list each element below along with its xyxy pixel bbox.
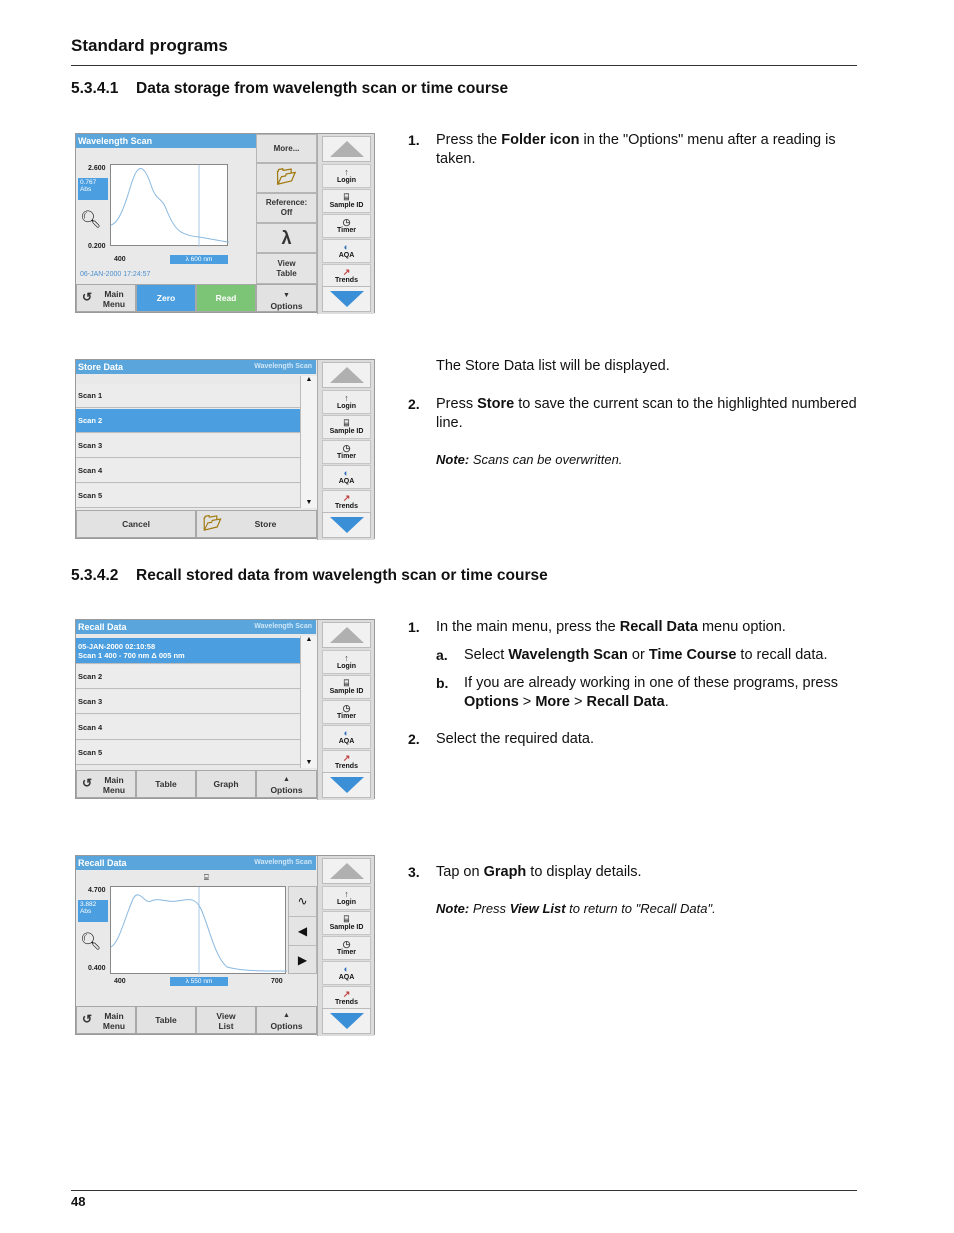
store-label: Store: [254, 519, 277, 529]
aqa-button[interactable]: [322, 725, 371, 749]
note-label: Note:: [436, 452, 470, 467]
list-item-selected[interactable]: Scan 2: [76, 409, 300, 433]
scan-timestamp: 06-JAN-2000 17:24:57: [80, 271, 151, 278]
bottom-bar: [76, 1006, 317, 1034]
chevron-down-icon: ▼: [283, 292, 290, 299]
screen-title-text: Store Data: [78, 362, 124, 372]
footer-rule: [71, 1190, 857, 1191]
aqa-label: AQA: [338, 738, 355, 745]
scroll-down-arrow-icon[interactable]: ▼: [305, 499, 313, 506]
timer-label: Timer: [337, 227, 356, 234]
timer-label: Timer: [337, 949, 356, 956]
reference-value: Off: [280, 208, 293, 217]
menu-label: Menu: [102, 1021, 126, 1031]
main-label: Main: [104, 775, 124, 785]
trends-label: Trends: [335, 277, 358, 284]
trends-button[interactable]: [322, 264, 371, 288]
back-icon: ↺: [82, 1012, 93, 1026]
main-menu-button[interactable]: [76, 770, 136, 798]
note-text: Press: [469, 901, 510, 916]
step-b3: [408, 863, 858, 882]
clock-icon: ◷: [342, 217, 351, 227]
chevron-up-icon: ▲: [283, 1012, 290, 1019]
main-menu-button[interactable]: [76, 284, 136, 312]
step-text: to display details.: [526, 864, 642, 880]
step-text: to recall data.: [736, 647, 828, 663]
x-max-label: 700: [271, 978, 283, 985]
folder-icon: 📂︎: [203, 515, 223, 532]
y-min-label: 0.400: [88, 965, 106, 972]
list-item[interactable]: Scan 3: [76, 690, 300, 714]
arrow-up-icon: ↑: [344, 393, 349, 403]
recall-graph: [110, 886, 286, 974]
aqa-icon: ◐: [343, 242, 350, 252]
recall-curve: [111, 887, 287, 975]
aqa-icon: ◐: [343, 468, 350, 478]
scroll-up-arrow-icon[interactable]: ▲: [305, 376, 313, 383]
bottom-bar: [76, 510, 317, 538]
cursor-left-icon[interactable]: ◀: [289, 916, 316, 945]
vial-icon: ⌸: [343, 418, 350, 428]
y-max-label: 4.700: [88, 887, 106, 894]
step-letter: b.: [436, 675, 449, 691]
table-button[interactable]: Table: [136, 770, 196, 798]
list-item[interactable]: Scan 4: [76, 459, 300, 483]
trends-icon: ↗: [342, 989, 351, 999]
sample-id-button[interactable]: [322, 675, 371, 699]
trends-button[interactable]: [322, 986, 371, 1010]
list-item[interactable]: Scan 5: [76, 484, 300, 508]
screen-title: [76, 360, 316, 374]
sample-id-label: Sample ID: [329, 202, 364, 209]
sample-id-button[interactable]: [322, 415, 371, 439]
trends-label: Trends: [335, 503, 358, 510]
step-text: Select: [464, 647, 509, 663]
step-number: 2.: [408, 396, 420, 412]
view-list-button[interactable]: [196, 1006, 256, 1034]
step-bold: Recall Data: [619, 619, 698, 635]
step-number: 2.: [408, 731, 420, 747]
sample-id-button[interactable]: [322, 911, 371, 935]
x-min-label: 400: [114, 256, 126, 263]
recall-graph-screenshot: [75, 855, 375, 1035]
step-text: If you are already working in one of these programs, press: [464, 675, 838, 691]
scroll-down-icon[interactable]: [322, 772, 371, 798]
reading-badge: [78, 178, 108, 200]
login-button[interactable]: [322, 390, 371, 414]
options-label: Options: [270, 301, 303, 311]
scroll-down-icon[interactable]: [322, 286, 371, 312]
zoom-icon[interactable]: 🔍︎: [80, 210, 102, 229]
sample-id-button[interactable]: [322, 189, 371, 213]
zero-button[interactable]: Zero: [136, 284, 196, 312]
arrow-up-icon: ↑: [344, 167, 349, 177]
screen-title-text: Recall Data: [78, 858, 127, 868]
reference-button[interactable]: [256, 193, 317, 223]
step-number: 1.: [408, 619, 420, 635]
page-number: 48: [71, 1194, 86, 1209]
timer-button[interactable]: [322, 700, 371, 724]
graph-controls: [288, 886, 317, 974]
screen-subtitle: Wavelength Scan: [254, 623, 312, 630]
header-rule: [71, 65, 857, 66]
step-b1b: [436, 674, 858, 712]
table-button[interactable]: Table: [136, 1006, 196, 1034]
screen-subtitle: Wavelength Scan: [254, 859, 312, 866]
step-text: .: [664, 694, 669, 710]
read-button[interactable]: Read: [196, 284, 256, 312]
page-title: Standard programs: [71, 36, 228, 55]
right-sidebar: [317, 856, 374, 1036]
menu-label: Menu: [102, 785, 126, 795]
options-label: Options: [270, 785, 303, 795]
login-button[interactable]: [322, 650, 371, 674]
aqa-icon: ◐: [343, 964, 350, 974]
store-info-text: The Store Data list will be displayed.: [436, 358, 670, 374]
aqa-icon: ◐: [343, 728, 350, 738]
aqa-button[interactable]: [322, 961, 371, 985]
right-sidebar: [317, 620, 374, 800]
scroll-up-icon[interactable]: [322, 858, 371, 884]
timer-button[interactable]: [322, 440, 371, 464]
store-data-screenshot: [75, 359, 375, 539]
scroll-up-arrow-icon[interactable]: ▲: [305, 636, 313, 643]
step-text: In the main menu, press the: [436, 619, 620, 635]
main-menu-button[interactable]: [76, 1006, 136, 1034]
step-text: >: [569, 694, 587, 710]
step-text: Select the required data.: [436, 731, 594, 747]
main-label: Main: [104, 289, 124, 299]
login-button[interactable]: [322, 886, 371, 910]
scroll-down-icon[interactable]: [322, 512, 371, 538]
list-item[interactable]: Scan 5: [76, 741, 300, 765]
timer-label: Timer: [337, 453, 356, 460]
scroll-down-icon[interactable]: [322, 1008, 371, 1034]
scroll-up-icon[interactable]: [322, 362, 371, 388]
aqa-button[interactable]: [322, 465, 371, 489]
vial-icon: ⌸: [204, 873, 209, 882]
main-label: Main: [104, 1011, 124, 1021]
arrow-up-icon: ↑: [344, 889, 349, 899]
list-item[interactable]: Scan 1: [76, 384, 300, 408]
note-bold: View List: [509, 901, 566, 916]
reading-badge: [78, 900, 108, 922]
scroll-up-icon[interactable]: [322, 622, 371, 648]
sample-id-label: Sample ID: [329, 688, 364, 695]
trends-icon: ↗: [342, 493, 351, 503]
login-label: Login: [336, 663, 357, 670]
row-date: 05-JAN-2000 02:10:58: [78, 642, 156, 651]
step-text: menu option.: [697, 619, 786, 635]
back-icon: ↺: [82, 290, 93, 304]
view-label: View: [277, 259, 296, 268]
vial-icon: ⌸: [343, 192, 350, 202]
chevron-up-icon: ▲: [283, 776, 290, 783]
reading-unit: Abs: [80, 908, 92, 915]
step-number: 1.: [408, 132, 420, 148]
step-a1: [408, 131, 858, 169]
note-scans-overwritten: [436, 452, 622, 467]
reading-unit: Abs: [80, 186, 92, 193]
step-b1a: [436, 646, 858, 665]
timer-button[interactable]: [322, 214, 371, 238]
bottom-bar: [76, 284, 317, 312]
screen-title: Wavelength Scan: [76, 134, 256, 148]
aqa-label: AQA: [338, 252, 355, 259]
reading-value: 0.767: [80, 179, 97, 186]
list-item-selected[interactable]: [76, 638, 300, 664]
sample-id-label: Sample ID: [329, 428, 364, 435]
options-button[interactable]: [256, 284, 317, 312]
view-label: View: [216, 1011, 236, 1021]
arrow-up-icon: ↑: [344, 653, 349, 663]
note-label: Note:: [436, 901, 470, 916]
note-view-list: [436, 901, 716, 916]
cursor-wavelength: λ 600 nm: [170, 255, 228, 264]
screen-title: [76, 856, 316, 870]
step-bold: Wavelength Scan: [508, 647, 628, 663]
vial-icon: ⌸: [343, 914, 350, 924]
aqa-label: AQA: [338, 478, 355, 485]
cursor-wavelength: λ 550 nm: [170, 977, 228, 986]
trends-button[interactable]: [322, 490, 371, 514]
y-min-label: 0.200: [88, 243, 106, 250]
cursor-right-icon[interactable]: ▶: [289, 945, 316, 973]
wavelength-scan-screenshot: [75, 133, 375, 313]
aqa-button[interactable]: [322, 239, 371, 263]
section-number: 5.3.4.1: [71, 80, 119, 97]
options-button[interactable]: [256, 1006, 317, 1034]
step-bold: Recall Data: [586, 694, 665, 710]
reference-label: Reference:: [265, 198, 308, 207]
scroll-down-arrow-icon[interactable]: ▼: [305, 759, 313, 766]
step-bold: Options: [464, 694, 519, 710]
step-bold: Graph: [483, 864, 527, 880]
timer-label: Timer: [337, 713, 356, 720]
scan-curve: [111, 165, 229, 247]
timer-button[interactable]: [322, 936, 371, 960]
back-icon: ↺: [82, 776, 93, 790]
trends-label: Trends: [335, 763, 358, 770]
lambda-button[interactable]: λ: [256, 223, 317, 253]
bottom-bar: [76, 770, 317, 798]
screen-subtitle: Wavelength Scan: [254, 363, 312, 370]
list-item[interactable]: Scan 3: [76, 434, 300, 458]
clock-icon: ◷: [342, 443, 351, 453]
recall-data-screenshot: [75, 619, 375, 799]
reading-value: 3.882: [80, 901, 97, 908]
table-label: Table: [276, 269, 297, 278]
row-scan: Scan 1 400 - 700 nm Δ 005 nm: [78, 651, 185, 660]
step-bold: Folder icon: [501, 132, 580, 148]
trends-label: Trends: [335, 999, 358, 1006]
section-title: Recall stored data from wavelength scan or time course: [136, 567, 548, 584]
login-label: Login: [336, 403, 357, 410]
list-item[interactable]: Scan 4: [76, 716, 300, 740]
view-table-button[interactable]: [256, 253, 317, 284]
step-text: >: [518, 694, 536, 710]
trends-icon: ↗: [342, 753, 351, 763]
step-text: Press the: [436, 132, 502, 148]
sample-id-label: Sample ID: [329, 924, 364, 931]
y-max-label: 2.600: [88, 165, 106, 172]
scrollbar[interactable]: [300, 376, 317, 508]
list-label: List: [218, 1021, 234, 1031]
step-text: to save the current scan to the highlighted numbered line.: [436, 396, 857, 431]
curve-mode-icon[interactable]: ∿: [297, 894, 308, 908]
clock-icon: ◷: [342, 939, 351, 949]
note-text: to return to "Recall Data".: [565, 901, 716, 916]
note-text: Scans can be overwritten.: [469, 452, 623, 467]
step-a2: [408, 395, 858, 433]
right-sidebar: [317, 360, 374, 540]
more-button[interactable]: More...: [256, 134, 317, 163]
store-button[interactable]: [196, 510, 317, 538]
screen-title: [76, 620, 316, 634]
zoom-icon[interactable]: 🔍︎: [80, 932, 102, 951]
scroll-up-icon[interactable]: [322, 136, 371, 162]
aqa-label: AQA: [338, 974, 355, 981]
section-number: 5.3.4.2: [71, 567, 119, 584]
step-b1: [408, 618, 858, 637]
section-heading-2: [71, 567, 548, 585]
step-text: in the "Options" menu after a reading is taken.: [436, 132, 836, 167]
folder-icon[interactable]: 📂︎: [256, 163, 317, 193]
options-label: Options: [270, 1021, 303, 1031]
step-bold: Store: [477, 396, 515, 412]
clock-icon: ◷: [342, 703, 351, 713]
section-title: Data storage from wavelength scan or time course: [136, 80, 509, 97]
menu-label: Menu: [102, 299, 126, 309]
scan-graph: [110, 164, 228, 246]
right-sidebar: [317, 134, 374, 314]
step-text: Press: [436, 396, 478, 412]
scrollbar[interactable]: [300, 636, 317, 768]
login-label: Login: [336, 899, 357, 906]
graph-button[interactable]: Graph: [196, 770, 256, 798]
step-number: 3.: [408, 864, 420, 880]
x-min-label: 400: [114, 978, 126, 985]
options-column: [256, 134, 317, 284]
options-button[interactable]: [256, 770, 317, 798]
login-button[interactable]: [322, 164, 371, 188]
vial-icon: ⌸: [343, 678, 350, 688]
login-label: Login: [336, 177, 357, 184]
section-heading-1: [71, 80, 508, 98]
trends-icon: ↗: [342, 267, 351, 277]
step-bold: Time Course: [648, 647, 737, 663]
screen-title-text: Recall Data: [78, 622, 127, 632]
step-b2: [408, 730, 858, 749]
cancel-button[interactable]: Cancel: [76, 510, 196, 538]
list-item[interactable]: Scan 2: [76, 665, 300, 689]
step-text: or: [627, 647, 649, 663]
step-letter: a.: [436, 647, 448, 663]
trends-button[interactable]: [322, 750, 371, 774]
step-text: Tap on: [436, 864, 484, 880]
step-bold: More: [535, 694, 570, 710]
